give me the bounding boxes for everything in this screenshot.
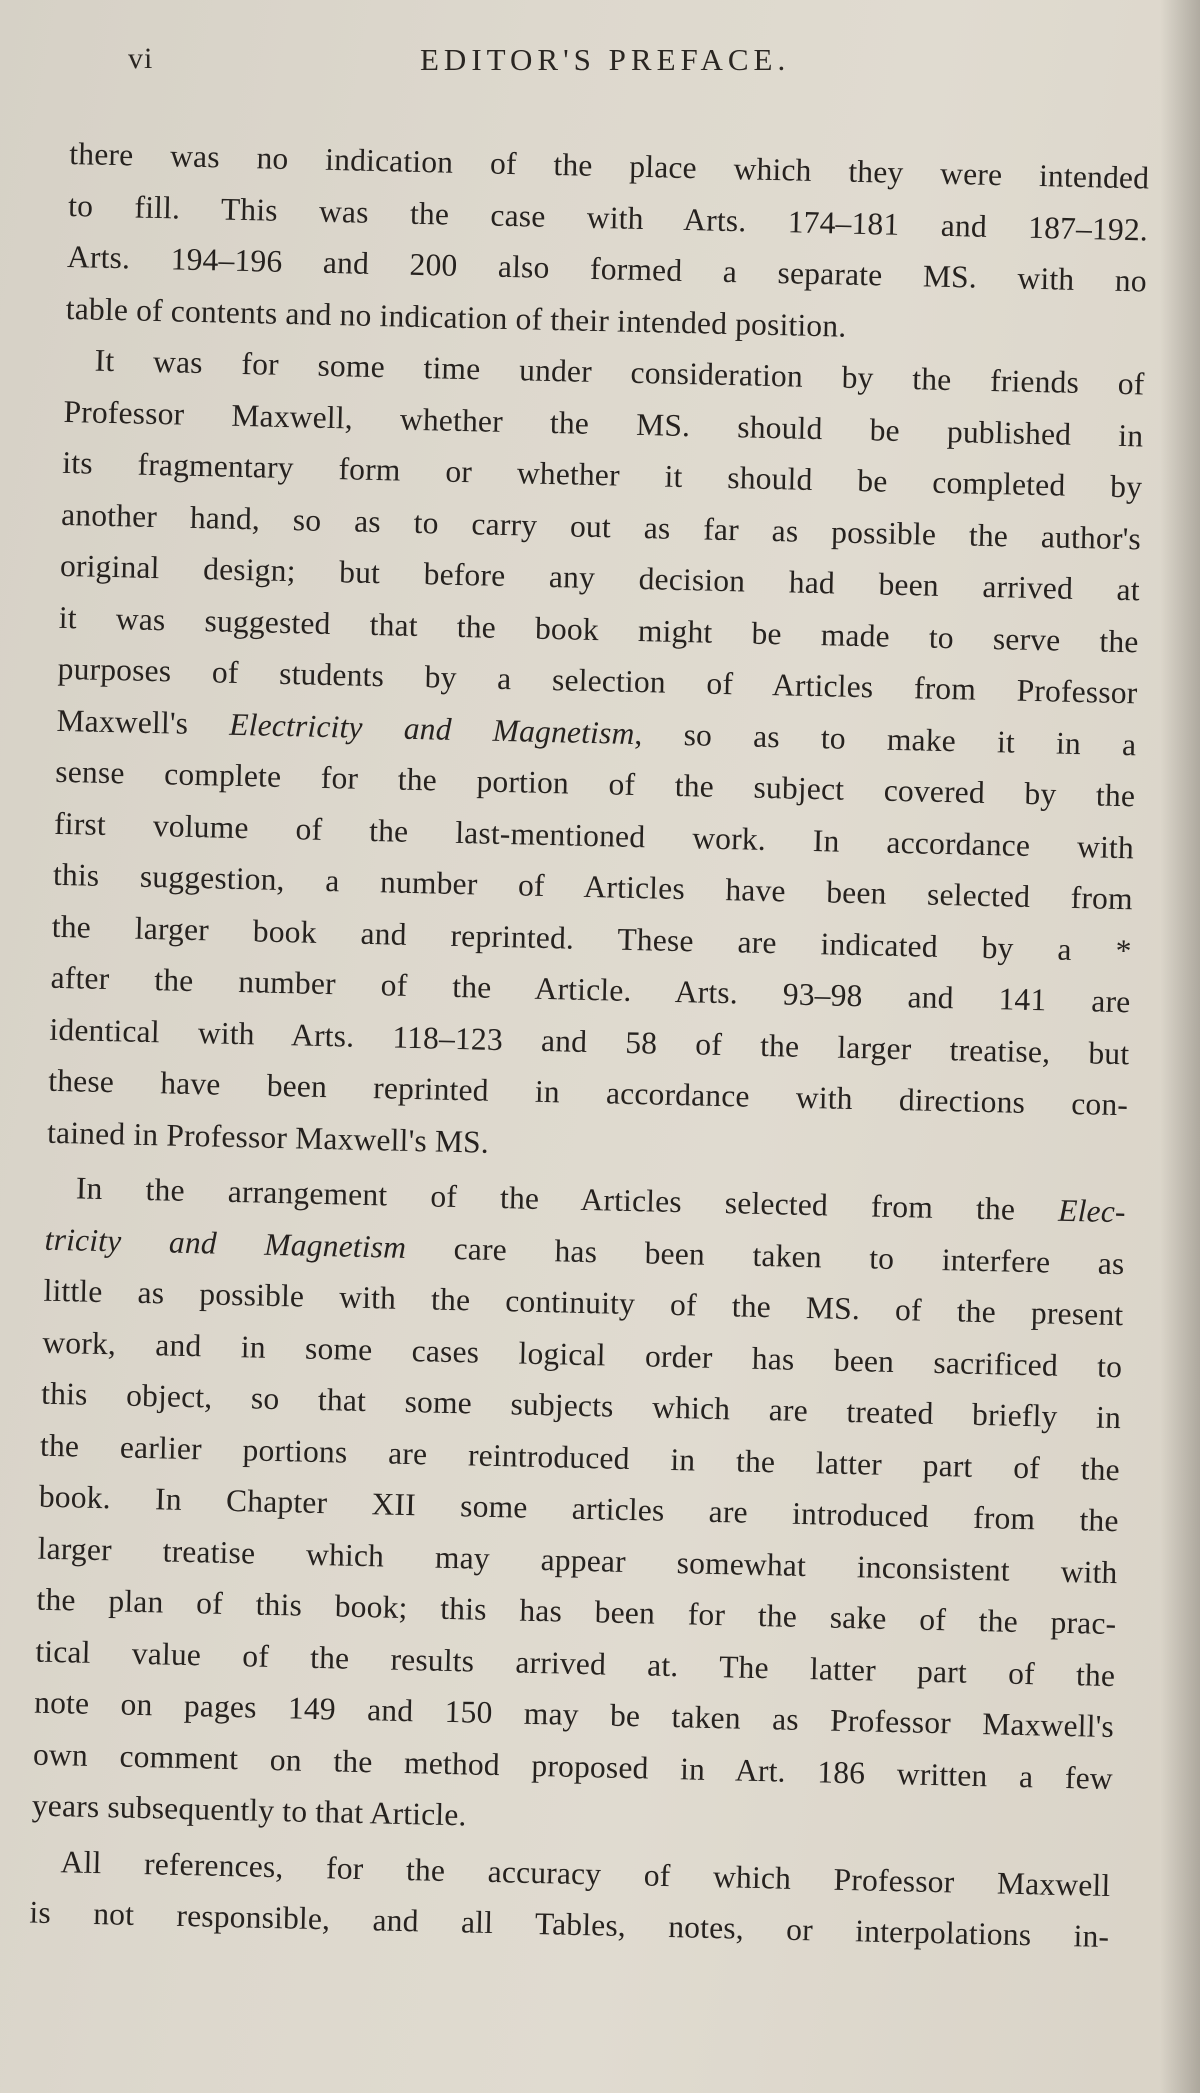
text-line: to fill. This was the case with Arts. 174–181 and 187–192. — [67, 187, 1149, 247]
text-line: another hand, so as to carry out as far as possible the author's — [60, 496, 1142, 556]
text-line: Maxwell's Electricity and Magnetism, so as to make it in a — [56, 702, 1137, 762]
text-line: the larger book and reprinted. These are indicated by a * — [51, 908, 1133, 968]
text-line: purposes of students by a selection of Articles from Professor — [57, 650, 1138, 711]
body-text — [29, 128, 1150, 1963]
text-line: this object, so that some subjects which are treated briefly in — [40, 1375, 1122, 1436]
text-line: Professor Maxwell, whether the MS. should be published in — [63, 393, 1144, 453]
text-line: this suggestion, a number of Articles have been selected from — [52, 856, 1134, 917]
text-line: years subsequently to that Article. — [31, 1787, 468, 1833]
text-line: it was suggested that the book might be made to serve the — [58, 599, 1140, 659]
text-line: tical value of the results arrived at. The latter part of the — [35, 1633, 1116, 1693]
text-line: own comment on the method proposed in Art. 186 written a few — [32, 1736, 1114, 1796]
italic-title: tricity and Magnetism — [44, 1221, 407, 1265]
running-title: EDITOR'S PREFACE. — [420, 42, 791, 77]
text-line: tained in Professor Maxwell's MS. — [46, 1114, 490, 1160]
text-line: In the arrangement of the Articles selected from the Elec- — [75, 1170, 1127, 1230]
text-line: tricity and Magnetism care has been taken to interfere as — [44, 1221, 1125, 1281]
text-line: larger treatise which may appear somewhat inconsistent with — [37, 1530, 1118, 1590]
text-line: the earlier portions are reintroduced in the latter part of the — [39, 1427, 1121, 1487]
text-line: first volume of the last-mentioned work. In accordance with — [53, 805, 1135, 865]
running-head — [0, 42, 1200, 82]
text-line: table of contents and no indication of their intended position. — [65, 290, 847, 344]
page-edge-shadow — [1160, 0, 1200, 2093]
text-line: All references, for the accuracy of which Professor Maxwell — [60, 1843, 1111, 1903]
text-line: there was no indication of the place which they were intended — [69, 135, 1150, 196]
text-line: these have been reprinted in accordance with directions con- — [47, 1062, 1129, 1123]
text-line: work, and in some cases logical order has been sacrificed to — [42, 1324, 1123, 1384]
text-line: little as possible with the continuity of the MS. of the present — [43, 1272, 1124, 1333]
text-line: its fragmentary form or whether it should be completed by — [62, 444, 1143, 505]
text-line: Arts. 194–196 and 200 also formed a separate MS. with no — [66, 238, 1148, 299]
text-line: original design; but before any decision had been arrived at — [59, 547, 1141, 608]
text-line: note on pages 149 and 150 may be taken as Professor Maxwell's — [33, 1684, 1115, 1745]
text-line: It was for some time under consideration by the friends of — [94, 342, 1145, 402]
text-line: book. In Chapter XII some articles are introduced from the — [38, 1478, 1120, 1539]
text-line: identical with Arts. 118–123 and 58 of the larger treatise, but — [49, 1011, 1130, 1071]
italic-title: Electricity and Magnetism — [228, 706, 635, 751]
text-line: sense complete for the portion of the subject covered by the — [55, 753, 1136, 814]
page-number: vi — [128, 42, 154, 75]
text-line: is not responsible, and all Tables, notes, or interpolations in- — [29, 1894, 1110, 1955]
text-line: after the number of the Article. Arts. 93–98 and 141 are — [50, 959, 1131, 1020]
italic-title: Elec- — [1057, 1192, 1127, 1230]
text-line: the plan of this book; this has been for the sake of the prac- — [36, 1581, 1117, 1642]
